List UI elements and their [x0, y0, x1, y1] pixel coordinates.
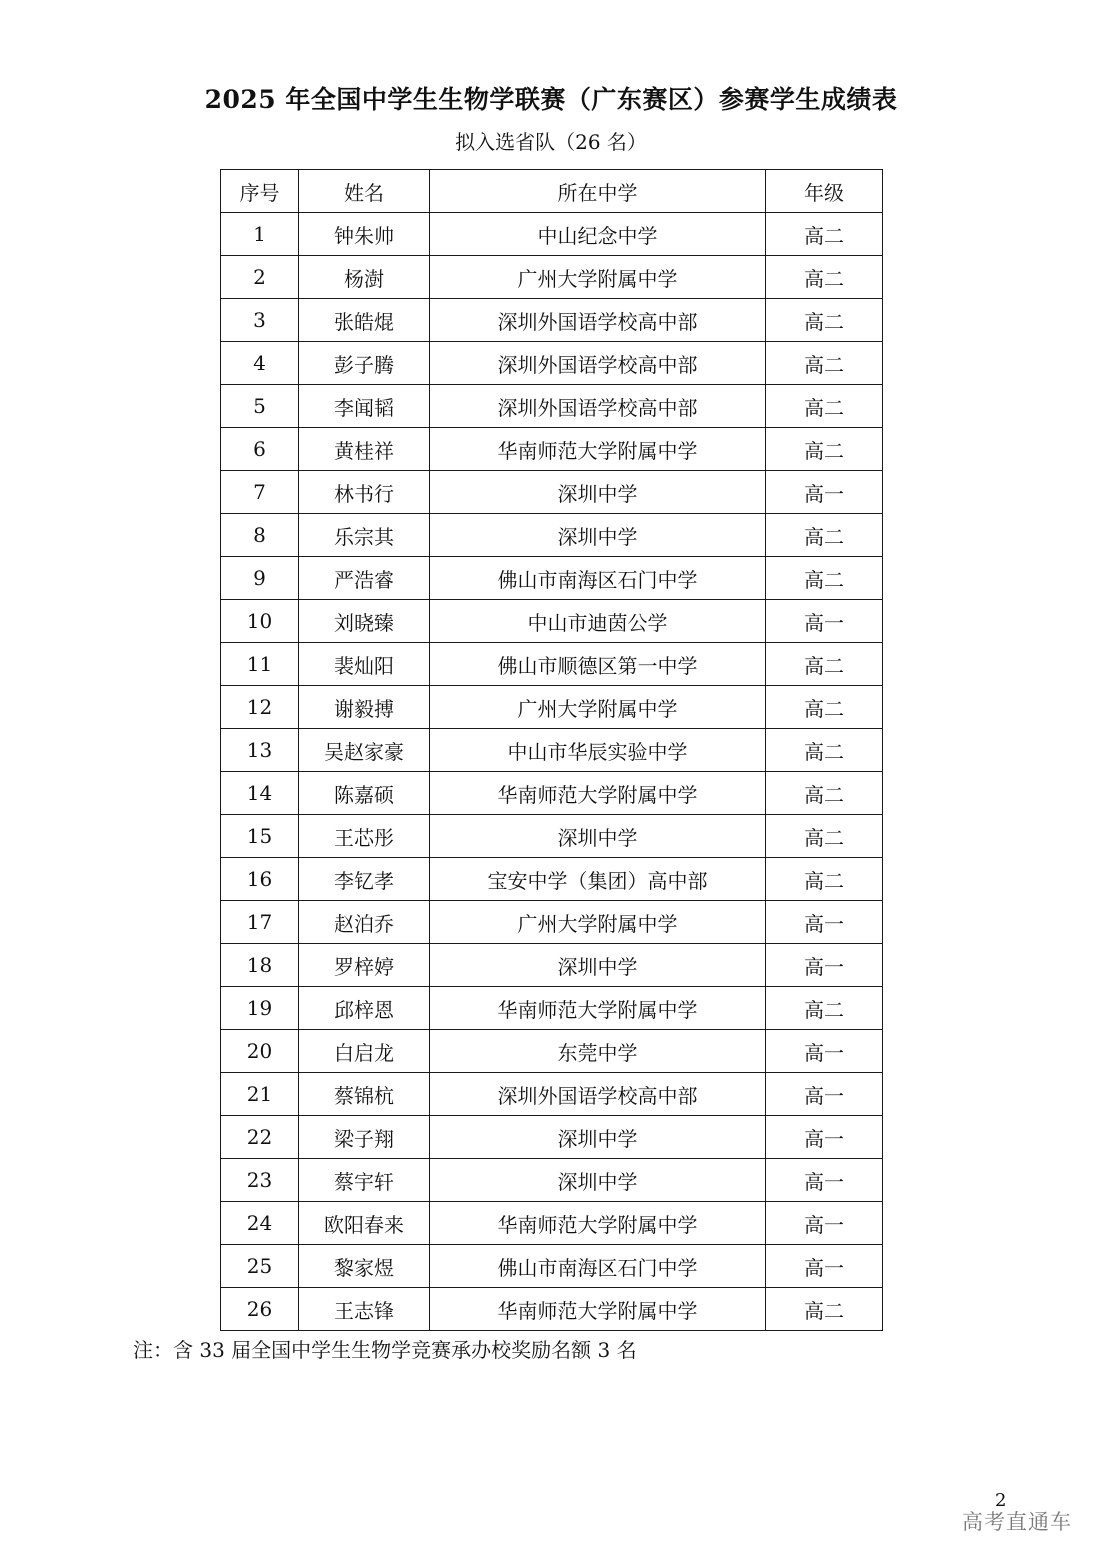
school-name: 佛山市南海区石门中学	[430, 1245, 766, 1288]
school-name: 深圳外国语学校高中部	[430, 342, 766, 385]
school-name: 华南师范大学附属中学	[430, 987, 766, 1030]
header-name: 姓名	[299, 170, 430, 213]
grade: 高二	[766, 643, 883, 686]
grade: 高二	[766, 1288, 883, 1331]
school-name: 深圳中学	[430, 514, 766, 557]
school-name: 深圳中学	[430, 944, 766, 987]
row-index: 6	[221, 428, 299, 471]
table-row	[221, 600, 883, 643]
row-index: 12	[221, 686, 299, 729]
student-name: 李钇孝	[299, 858, 430, 901]
grade: 高一	[766, 944, 883, 987]
grade: 高一	[766, 471, 883, 514]
student-name: 梁子翔	[299, 1116, 430, 1159]
school-name: 宝安中学（集团）高中部	[430, 858, 766, 901]
table-row	[221, 1116, 883, 1159]
row-index: 11	[221, 643, 299, 686]
table-row	[221, 428, 883, 471]
school-name: 华南师范大学附属中学	[430, 1288, 766, 1331]
school-name: 深圳外国语学校高中部	[430, 385, 766, 428]
school-name: 东莞中学	[430, 1030, 766, 1073]
row-index: 24	[221, 1202, 299, 1245]
school-name: 中山市华辰实验中学	[430, 729, 766, 772]
school-name: 深圳外国语学校高中部	[430, 299, 766, 342]
row-index: 26	[221, 1288, 299, 1331]
student-name: 欧阳春来	[299, 1202, 430, 1245]
row-index: 9	[221, 557, 299, 600]
document-subtitle: 拟入选省队（26 名）	[455, 130, 647, 154]
row-index: 17	[221, 901, 299, 944]
grade: 高二	[766, 385, 883, 428]
table-row	[221, 858, 883, 901]
row-index: 3	[221, 299, 299, 342]
grade: 高二	[766, 729, 883, 772]
table-row	[221, 987, 883, 1030]
grade: 高一	[766, 1159, 883, 1202]
grade: 高二	[766, 299, 883, 342]
row-index: 7	[221, 471, 299, 514]
school-name: 广州大学附属中学	[430, 901, 766, 944]
grade: 高二	[766, 213, 883, 256]
grade: 高一	[766, 1030, 883, 1073]
document-title: 2025 年全国中学生生物学联赛（广东赛区）参赛学生成绩表	[204, 85, 898, 114]
table-row	[221, 299, 883, 342]
table-row	[221, 1030, 883, 1073]
grade: 高二	[766, 686, 883, 729]
grade: 高二	[766, 772, 883, 815]
student-name: 王芯彤	[299, 815, 430, 858]
student-name: 吴赵家豪	[299, 729, 430, 772]
grade: 高一	[766, 1116, 883, 1159]
grade: 高二	[766, 987, 883, 1030]
watermark: 高考直通车	[962, 1510, 1072, 1534]
table-row	[221, 944, 883, 987]
school-name: 佛山市顺德区第一中学	[430, 643, 766, 686]
student-name: 蔡锦杭	[299, 1073, 430, 1116]
grade: 高二	[766, 858, 883, 901]
row-index: 15	[221, 815, 299, 858]
table-row	[221, 342, 883, 385]
table-row	[221, 471, 883, 514]
table-row	[221, 729, 883, 772]
student-name: 蔡宇轩	[299, 1159, 430, 1202]
page-number: 2	[995, 1490, 1007, 1511]
student-name: 赵泊乔	[299, 901, 430, 944]
student-name: 罗梓婷	[299, 944, 430, 987]
row-index: 19	[221, 987, 299, 1030]
header-school: 所在中学	[430, 170, 766, 213]
row-index: 10	[221, 600, 299, 643]
table-row	[221, 213, 883, 256]
student-name: 黄桂祥	[299, 428, 430, 471]
student-name: 彭子腾	[299, 342, 430, 385]
row-index: 21	[221, 1073, 299, 1116]
student-name: 白启龙	[299, 1030, 430, 1073]
row-index: 8	[221, 514, 299, 557]
student-name: 林书行	[299, 471, 430, 514]
school-name: 华南师范大学附属中学	[430, 428, 766, 471]
student-name: 裴灿阳	[299, 643, 430, 686]
table-row	[221, 901, 883, 944]
school-name: 深圳中学	[430, 815, 766, 858]
student-name: 王志锋	[299, 1288, 430, 1331]
table-row	[221, 514, 883, 557]
grade: 高二	[766, 342, 883, 385]
student-name: 邱梓恩	[299, 987, 430, 1030]
row-index: 20	[221, 1030, 299, 1073]
grade: 高一	[766, 1073, 883, 1116]
header-index: 序号	[221, 170, 299, 213]
table-row	[221, 1159, 883, 1202]
student-name: 刘晓臻	[299, 600, 430, 643]
student-name: 钟朱帅	[299, 213, 430, 256]
table-row	[221, 643, 883, 686]
school-name: 中山纪念中学	[430, 213, 766, 256]
row-index: 23	[221, 1159, 299, 1202]
table-row	[221, 1073, 883, 1116]
table-row	[221, 1202, 883, 1245]
row-index: 25	[221, 1245, 299, 1288]
student-name: 张皓焜	[299, 299, 430, 342]
grade: 高一	[766, 600, 883, 643]
student-name: 陈嘉硕	[299, 772, 430, 815]
row-index: 18	[221, 944, 299, 987]
score-table	[220, 169, 883, 1331]
table-row	[221, 256, 883, 299]
grade: 高二	[766, 428, 883, 471]
student-name: 黎家煜	[299, 1245, 430, 1288]
school-name: 深圳中学	[430, 1116, 766, 1159]
row-index: 16	[221, 858, 299, 901]
school-name: 华南师范大学附属中学	[430, 772, 766, 815]
table-row	[221, 815, 883, 858]
school-name: 中山市迪茵公学	[430, 600, 766, 643]
table-row	[221, 1245, 883, 1288]
grade: 高二	[766, 256, 883, 299]
row-index: 22	[221, 1116, 299, 1159]
row-index: 2	[221, 256, 299, 299]
table-row	[221, 557, 883, 600]
school-name: 深圳外国语学校高中部	[430, 1073, 766, 1116]
table-row	[221, 1288, 883, 1331]
school-name: 广州大学附属中学	[430, 256, 766, 299]
grade: 高一	[766, 1245, 883, 1288]
table-row	[221, 385, 883, 428]
grade: 高二	[766, 514, 883, 557]
grade: 高二	[766, 557, 883, 600]
row-index: 1	[221, 213, 299, 256]
row-index: 14	[221, 772, 299, 815]
table-header-row	[221, 170, 883, 213]
grade: 高二	[766, 815, 883, 858]
student-name: 李闻韬	[299, 385, 430, 428]
student-name: 乐宗其	[299, 514, 430, 557]
footnote: 注：含 33 届全国中学生生物学竞赛承办校奖励名额 3 名	[133, 1338, 637, 1362]
school-name: 深圳中学	[430, 471, 766, 514]
grade: 高一	[766, 901, 883, 944]
header-grade: 年级	[766, 170, 883, 213]
grade: 高一	[766, 1202, 883, 1245]
school-name: 广州大学附属中学	[430, 686, 766, 729]
school-name: 华南师范大学附属中学	[430, 1202, 766, 1245]
row-index: 13	[221, 729, 299, 772]
row-index: 4	[221, 342, 299, 385]
table-row	[221, 772, 883, 815]
row-index: 5	[221, 385, 299, 428]
school-name: 深圳中学	[430, 1159, 766, 1202]
school-name: 佛山市南海区石门中学	[430, 557, 766, 600]
student-name: 杨澍	[299, 256, 430, 299]
table-row	[221, 686, 883, 729]
student-name: 严浩睿	[299, 557, 430, 600]
student-name: 谢毅搏	[299, 686, 430, 729]
table-body	[221, 213, 883, 1331]
